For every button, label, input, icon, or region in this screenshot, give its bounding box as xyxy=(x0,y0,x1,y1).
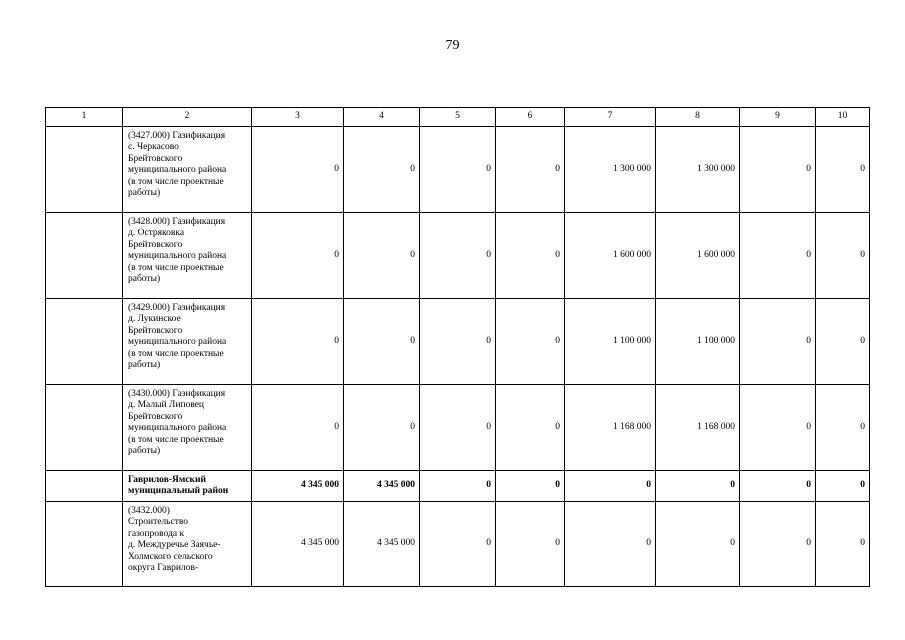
value-cell: 0 xyxy=(344,385,420,471)
value-cell: 0 xyxy=(816,299,870,385)
header-cell: 4 xyxy=(344,108,420,127)
item-name-line: Холмского сельского xyxy=(128,551,213,562)
item-name-line: муниципальный район xyxy=(128,486,229,496)
value-cell: 0 xyxy=(496,471,565,502)
item-name-cell xyxy=(123,471,252,502)
item-name-line: Строительство xyxy=(128,517,189,528)
value-cell: 4 345 000 xyxy=(344,502,420,587)
item-name-line: Брейтовского xyxy=(128,411,183,422)
value-cell: 1 168 000 xyxy=(656,385,740,471)
item-name-line: (3428.000) Газификация xyxy=(128,217,226,227)
value-cell: 0 xyxy=(420,299,496,385)
value-cell: 0 xyxy=(740,385,816,471)
value-cell: 0 xyxy=(420,385,496,471)
header-cell: 8 xyxy=(656,108,740,127)
item-name-cell xyxy=(123,502,252,587)
item-name-line: (3430.000) Газификация xyxy=(128,389,226,399)
item-name-line: работы) xyxy=(128,273,161,284)
item-name-line: Брейтовского xyxy=(128,239,183,250)
item-name-line: (3432.000) xyxy=(128,506,170,516)
item-name-line: (в том числе проектные xyxy=(128,434,224,445)
table-row xyxy=(46,127,870,213)
value-cell: 0 xyxy=(816,471,870,502)
value-cell: 0 xyxy=(420,127,496,213)
value-cell: 0 xyxy=(816,213,870,299)
item-name-line: работы) xyxy=(128,187,161,198)
header-cell: 2 xyxy=(123,108,252,127)
item-name-line: муниципального района xyxy=(128,251,227,262)
item-name-line: (3427.000) Газификация xyxy=(128,131,226,141)
value-cell: 0 xyxy=(420,471,496,502)
header-cell: 1 xyxy=(46,108,123,127)
item-name-line: округа Гаврилов- xyxy=(128,562,199,573)
value-cell: 0 xyxy=(740,127,816,213)
value-cell: 0 xyxy=(565,471,656,502)
item-name-line: Брейтовского xyxy=(128,325,183,336)
table-row xyxy=(46,213,870,299)
value-cell: 0 xyxy=(496,127,565,213)
value-cell: 0 xyxy=(420,502,496,587)
row-index-cell xyxy=(46,299,123,385)
item-name-line: д. Малый Липовец xyxy=(128,400,205,411)
item-name-line: д. Остряковка xyxy=(128,228,185,239)
item-name-line: (в том числе проектные xyxy=(128,348,224,359)
value-cell: 0 xyxy=(740,471,816,502)
value-cell: 0 xyxy=(252,213,344,299)
budget-table xyxy=(45,107,870,587)
value-cell: 0 xyxy=(496,385,565,471)
header-cell: 3 xyxy=(252,108,344,127)
value-cell: 0 xyxy=(344,299,420,385)
value-cell: 1 168 000 xyxy=(565,385,656,471)
header-row xyxy=(46,108,870,127)
table-row xyxy=(46,385,870,471)
item-name-line: с. Черкасово xyxy=(128,142,179,153)
table-row xyxy=(46,502,870,587)
value-cell: 1 600 000 xyxy=(565,213,656,299)
item-name-line: работы) xyxy=(128,359,161,370)
value-cell: 0 xyxy=(816,127,870,213)
header-cell: 10 xyxy=(816,108,870,127)
item-name-cell xyxy=(123,385,252,471)
value-cell: 0 xyxy=(656,471,740,502)
value-cell: 0 xyxy=(565,502,656,587)
item-name-line: Брейтовского xyxy=(128,153,183,164)
item-name-cell xyxy=(123,127,252,213)
table-row xyxy=(46,299,870,385)
row-index-cell xyxy=(46,213,123,299)
page-number: 79 xyxy=(445,38,460,53)
row-index-cell xyxy=(46,385,123,471)
value-cell: 0 xyxy=(740,213,816,299)
value-cell: 0 xyxy=(496,502,565,587)
value-cell: 1 300 000 xyxy=(656,127,740,213)
value-cell: 1 600 000 xyxy=(656,213,740,299)
value-cell: 0 xyxy=(816,385,870,471)
item-name-cell xyxy=(123,213,252,299)
table-row xyxy=(46,471,870,502)
value-cell: 0 xyxy=(344,127,420,213)
value-cell: 0 xyxy=(816,502,870,587)
value-cell: 1 100 000 xyxy=(565,299,656,385)
row-index-cell xyxy=(46,127,123,213)
header-cell: 9 xyxy=(740,108,816,127)
table-body xyxy=(46,127,870,587)
item-name-line: (в том числе проектные xyxy=(128,176,224,187)
value-cell: 0 xyxy=(252,127,344,213)
value-cell: 4 345 000 xyxy=(252,471,344,502)
value-cell: 0 xyxy=(656,502,740,587)
row-index-cell xyxy=(46,471,123,502)
value-cell: 0 xyxy=(252,385,344,471)
value-cell: 0 xyxy=(344,213,420,299)
value-cell: 0 xyxy=(740,502,816,587)
row-index-cell xyxy=(46,502,123,587)
header-cell: 5 xyxy=(420,108,496,127)
item-name-cell xyxy=(123,299,252,385)
item-name-line: Гаврилов-Ямский xyxy=(128,474,206,485)
header-cell: 6 xyxy=(496,108,565,127)
item-name-line: д. Лукинское xyxy=(128,314,181,325)
item-name-line: д. Междуречье Заячье- xyxy=(128,540,221,551)
item-name-line: (в том числе проектные xyxy=(128,262,224,273)
item-name-line: работы) xyxy=(128,445,161,456)
value-cell: 0 xyxy=(252,299,344,385)
value-cell: 0 xyxy=(420,213,496,299)
value-cell: 4 345 000 xyxy=(344,471,420,502)
item-name-line: муниципального района xyxy=(128,337,227,348)
item-name-line: газопровода к xyxy=(128,528,185,539)
item-name-line: муниципального района xyxy=(128,423,227,434)
item-name-line: муниципального района xyxy=(128,165,227,176)
value-cell: 4 345 000 xyxy=(252,502,344,587)
value-cell: 0 xyxy=(740,299,816,385)
item-name-line: (3429.000) Газификация xyxy=(128,303,226,313)
header-cell: 7 xyxy=(565,108,656,127)
value-cell: 0 xyxy=(496,299,565,385)
value-cell: 1 300 000 xyxy=(565,127,656,213)
value-cell: 1 100 000 xyxy=(656,299,740,385)
value-cell: 0 xyxy=(496,213,565,299)
